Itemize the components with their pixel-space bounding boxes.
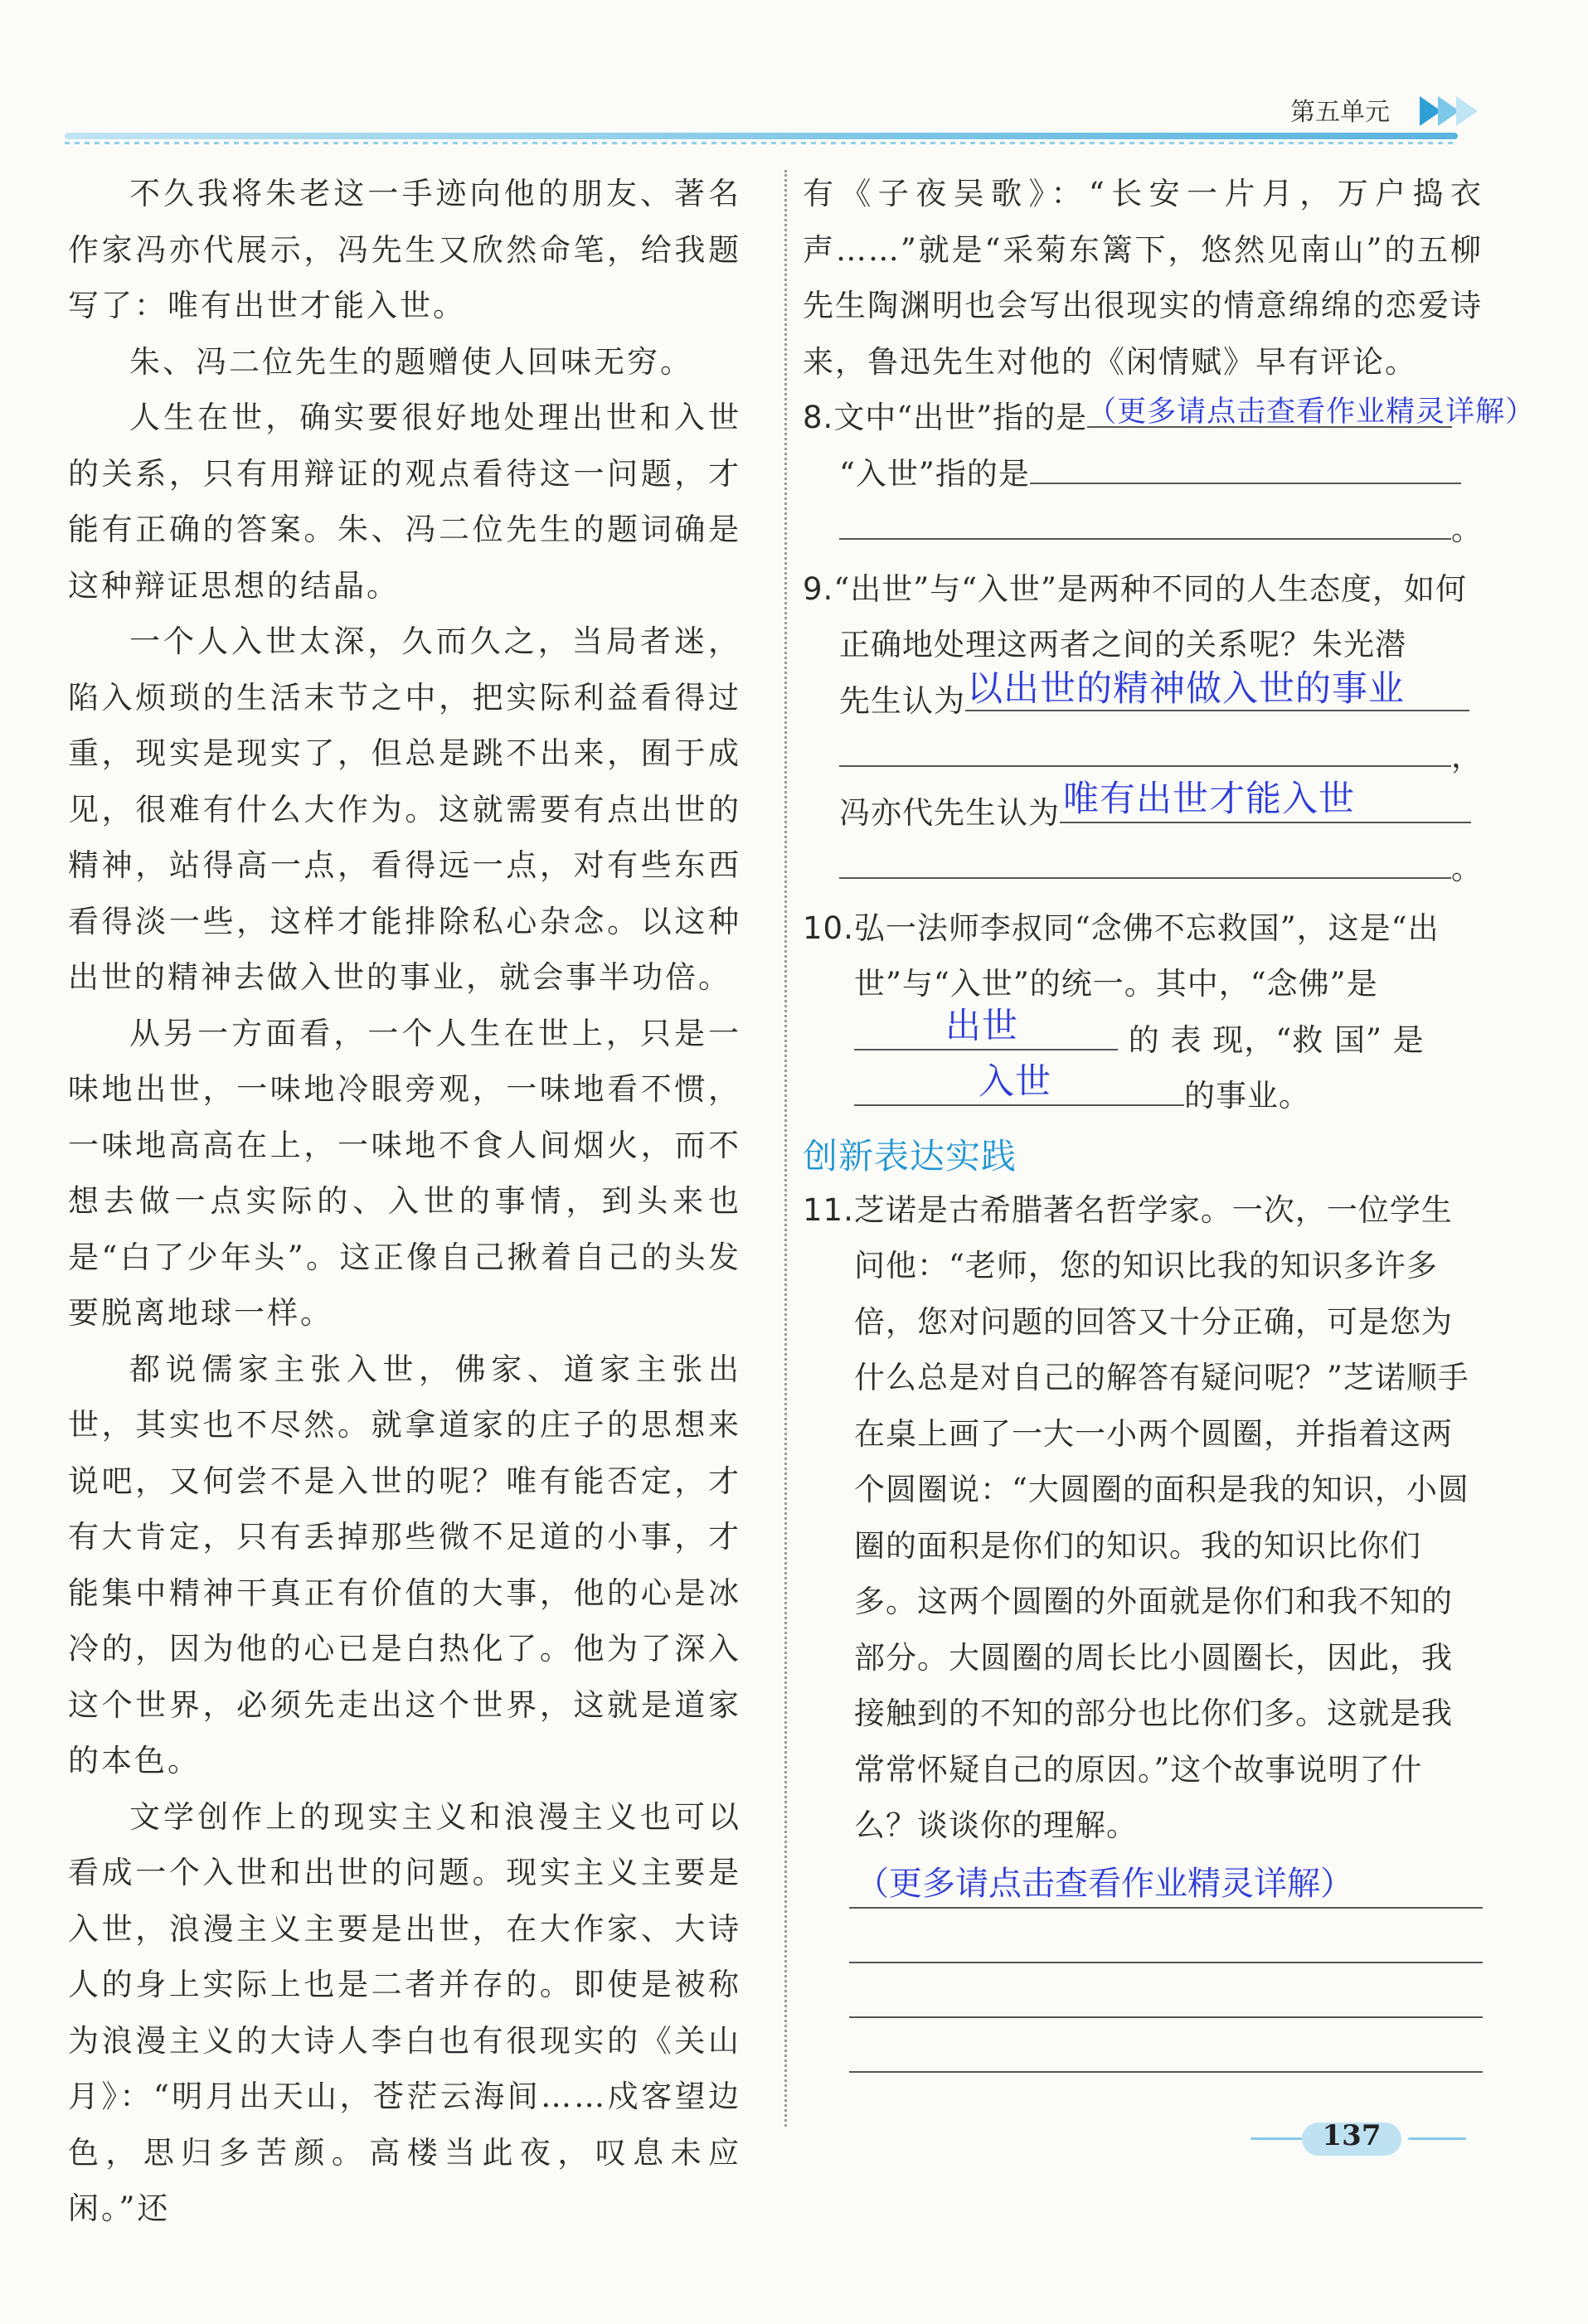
- answer-text: 出世: [945, 1005, 1018, 1047]
- answer-text: （更多请点击查看作业精灵详解）: [1087, 395, 1536, 429]
- page-number-badge: [1269, 2116, 1484, 2166]
- question-10: [803, 900, 1483, 1012]
- question-number: 11.: [803, 1191, 854, 1228]
- answer-text: 入世: [979, 1061, 1051, 1103]
- unit-label: 第五单元: [1290, 98, 1390, 127]
- article-continuation: 有《子夜吴歌》：“长安一片月，万户捣衣声……”就是“采菊东篱下，悠然见南山”的五柳先生陶渊明也会写出很现实的情意绵绵的恋爱诗来，鲁迅先生对他的《闲情赋》早有评论。: [803, 176, 1483, 380]
- question-8: [803, 390, 1536, 446]
- question-text: 的事业。: [1184, 1078, 1310, 1113]
- header-dotted-rule: [65, 142, 1458, 144]
- answer-blank[interactable]: [839, 502, 1451, 540]
- article-paragraph: 从另一方面看，一个人生在世上，只是一味地出世，一味地冷眼旁观，一味地看不惯，一味地高高在上，一味地不食人间烟火，而不想去做一点实际的、入世的事情，到头来也是“白了少年头”。这正像自己揪着自己的头发要脱离地球一样。: [68, 1015, 741, 1331]
- answer-line[interactable]: [849, 1963, 1483, 2018]
- article-paragraph: 人生在世，确实要很好地处理出世和入世的关系，只有用辩证的观点看待这一问题，才能有正确的答案。朱、冯二位先生的题词确是这种辩证思想的结晶。: [68, 400, 741, 604]
- question-9: [803, 561, 1483, 673]
- question-11: [803, 1182, 1483, 1854]
- question-9-continuation: [803, 841, 1483, 897]
- answer-line[interactable]: [849, 2018, 1483, 2073]
- question-10-blanks: [803, 1005, 1483, 1069]
- answer-line[interactable]: [849, 1909, 1483, 1963]
- answer-blank[interactable]: [1087, 390, 1536, 429]
- answer-blank[interactable]: [1030, 446, 1461, 484]
- question-8-part-b: [803, 446, 1483, 502]
- article-paragraph: 文学创作上的现实主义和浪漫主义也可以看成一个入世和出世的问题。现实主义主要是入世，浪漫主义主要是出世，在大作家、大诗人的身上实际上也是二者并存的。即使是被称为浪漫主义的大诗人李白也有很现实的《关山月》：“明月出天山，苍茫云海间……戍客望边色，思归多苦颜。高楼当此夜，叹息未应闲。”还: [68, 1798, 741, 2226]
- punctuation: 。: [1451, 851, 1483, 886]
- answer-text: 唯有出世才能入世: [1063, 778, 1355, 820]
- ornament-icon: [1250, 2137, 1309, 2140]
- section-title: 创新表达实践: [803, 1135, 1017, 1177]
- article-paragraph: 不久我将朱老这一手迹向他的朋友、著名作家冯亦代展示，冯先生又欣然命笔，给我题写了：唯有出世才能入世。: [68, 176, 741, 323]
- question-8-continuation: [803, 502, 1483, 558]
- chevron-right-icon: [1456, 96, 1478, 126]
- answer-blank[interactable]: [1060, 778, 1471, 823]
- answer-blank[interactable]: [839, 729, 1451, 767]
- answer-blank[interactable]: [965, 667, 1469, 711]
- punctuation: ，: [1451, 739, 1483, 774]
- question-number: 8.: [803, 400, 834, 435]
- punctuation: 。: [1451, 512, 1483, 547]
- question-text: “入世”指的是: [839, 455, 1030, 492]
- question-number: 9.: [803, 570, 834, 607]
- article-paragraph: 朱、冯二位先生的题赠使人回味无穷。: [129, 343, 693, 380]
- article-left-column: [68, 166, 741, 2237]
- ornament-icon: [1408, 2137, 1466, 2140]
- questions-right-column: [803, 166, 1536, 2073]
- question-text: 冯亦代先生认为: [839, 794, 1060, 831]
- page-number: 137: [1322, 2119, 1382, 2152]
- article-paragraph: 都说儒家主张入世，佛家、道家主张出世，其实也不尽然。就拿道家的庄子的思想来说吧，又何尝不是入世的呢？唯有能否定，才有大肯定，只有丢掉那些微不足道的小事，才能集中精神干真正有价值的大事，他的心是冰冷的，因为他的心已是白热化了。他为了深入这个世界，必须先走出这个世界，这就是道家的本色。: [68, 1351, 741, 1778]
- question-text: 文中“出世”指的是: [833, 400, 1088, 435]
- question-text: 芝诺是古希腊著名哲学家。一次，一位学生问他：“老师，您的知识比我的知识多许多倍，您对问题的回答又十分正确，可是您为什么总是对自己的解答有疑问呢？”芝诺顺手在桌上画了一大一小两个圆圈，并指着这两个圆圈说：“大圆圈的面积是我的知识，小圆圈的面积是你们的知识。我的知识比你们多。这两个圆圈的外面就是你们和我不知的部分。大圆圈的周长比小圆圈长，因此，我接触到的不知的部分也比你们多。这就是我常常怀疑自己的原因。”这个故事说明了什么？谈谈你的理解。: [853, 1191, 1469, 1843]
- article-paragraph: 一个人入世太深，久而久之，当局者迷，陷入烦琐的生活末节之中，把实际利益看得过重，现实是现实了，但总是跳不出来，囿于成见，很难有什么大作为。这就需要有点出世的精神，站得高一点，看得远一点，对有些东西看得淡一些，这样才能排除私心杂念。以这种出世的精神去做入世的事业，就会事半功倍。: [68, 623, 741, 995]
- column-divider: [784, 170, 787, 2127]
- answer-blank[interactable]: [854, 1005, 1118, 1050]
- answer-text: （更多请点击查看作业精灵详解）: [856, 1864, 1353, 1903]
- question-text: 的 表 现，“救 国” 是: [1128, 1021, 1425, 1058]
- question-text: 先生认为: [839, 682, 965, 719]
- question-10-continuation: [803, 1061, 1483, 1124]
- answer-line[interactable]: [849, 1854, 1483, 1909]
- header-rule: [65, 133, 1458, 139]
- question-9-zhu: [803, 667, 1483, 730]
- answer-blank[interactable]: [839, 841, 1451, 879]
- question-text: 弘一法师李叔同“念佛不忘救国”，这是“出世”与“入世”的统一。其中，“念佛”是: [853, 910, 1440, 1002]
- question-number: 10.: [803, 910, 854, 946]
- answer-blank[interactable]: [854, 1061, 1184, 1106]
- question-9-feng: [803, 778, 1483, 842]
- answer-text: 以出世的精神做入世的事业: [967, 667, 1405, 710]
- question-text: “出世”与“入世”是两种不同的人生态度，如何正确地处理这两者之间的关系呢？朱光潜: [833, 570, 1467, 662]
